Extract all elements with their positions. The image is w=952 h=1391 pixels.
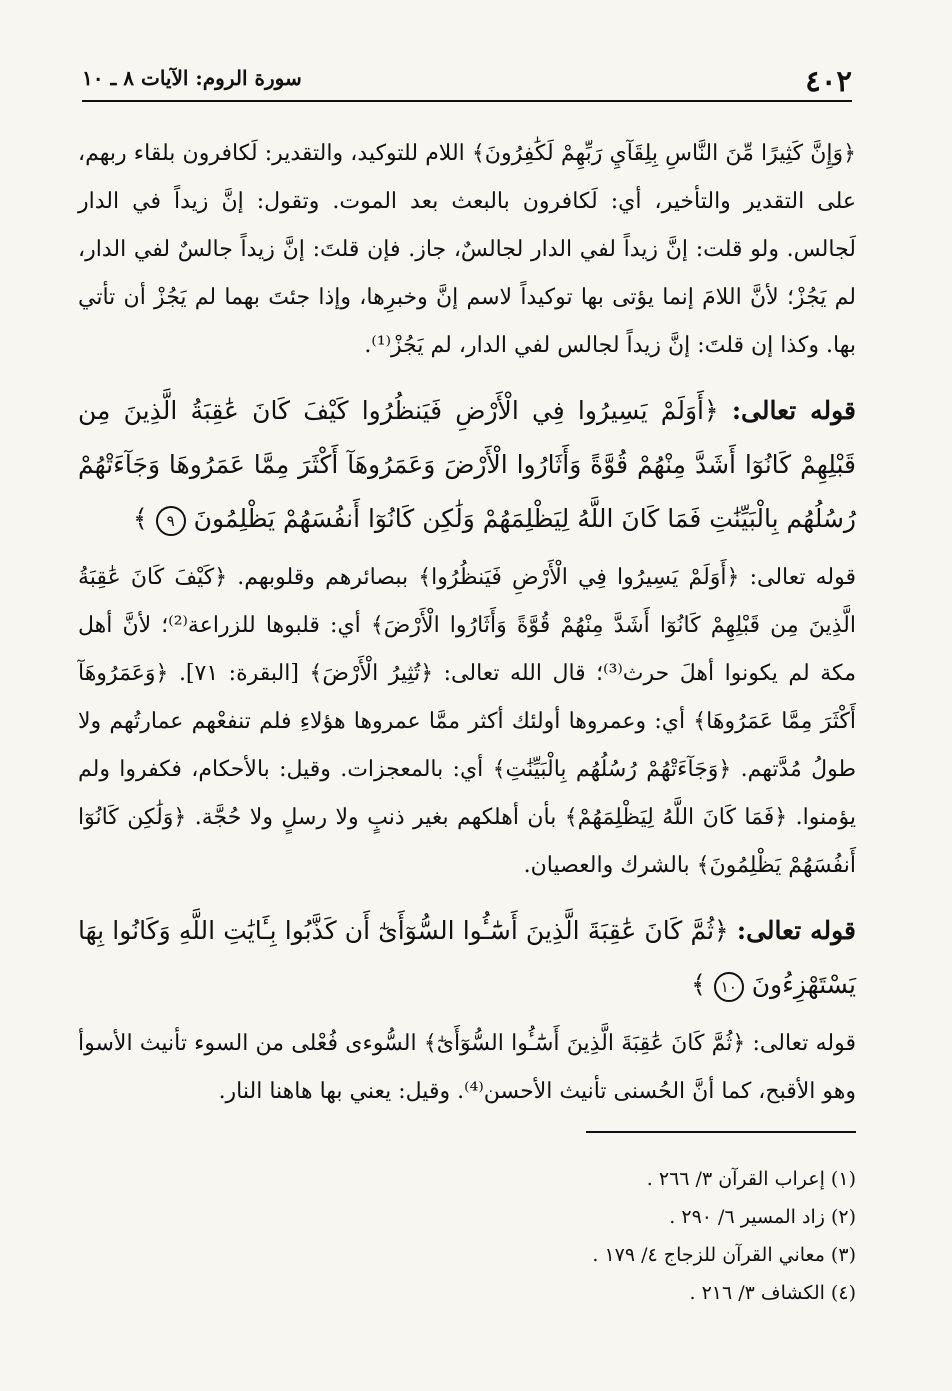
- page-header: [82, 62, 852, 102]
- commentary-paragraph-3: قوله تعالى: ﴿ثُمَّ كَانَ عَٰقِبَةَ الَّذِينَ أَسَٰٓـُٔوا السُّوٓأَىٰٓ﴾ السُّوءى فُعْلى من السوء تأنيث الأسوأ وهو الأقبح، كما أنَّ الحُسنى تأنيث الأحسن⁽⁴⁾. وقيل: يعني بها هاهنا النار.: [78, 1031, 856, 1104]
- footnote-1: (١) إعراب القرآن ٣/ ٢٦٦ .: [646, 1168, 856, 1190]
- verse-text: ﴿ثُمَّ كَانَ عَٰقِبَةَ الَّذِينَ أَسَٰٓـُٔوا السُّوٓأَىٰٓ أَن كَذَّبُوا بِـَٔايَٰتِ اللَّهِ وَكَانُوا بِهَا يَسْتَهْزِءُونَ: [78, 916, 856, 999]
- page-number: ٤٠٢: [805, 64, 852, 98]
- verse-close-bracket: ﴾: [691, 970, 706, 999]
- page-body: [78, 130, 856, 1116]
- footnotes: [96, 1160, 856, 1312]
- commentary-paragraph-2: قوله تعالى: ﴿أَوَلَمْ يَسِيرُوا فِي الْأَرْضِ فَيَنظُرُوا﴾ ببصائرهم وقلوبهم. ﴿كَيْفَ كَانَ عَٰقِبَةُ الَّذِينَ مِن قَبْلِهِمْ كَانُوٓا أَشَدَّ مِنْهُمْ قُوَّةً وَأَثَارُوا الْأَرْضَ﴾ أي: قلبوها للزراعة⁽²⁾؛ لأنَّ أهل مكة لم يكونوا أهلَ حرث⁽³⁾؛ قال الله تعالى: ﴿تُثِيرُ الْأَرْضَ﴾ [البقرة: ٧١]. ﴿وَعَمَرُوهَآ أَكْثَرَ مِمَّا عَمَرُوهَا﴾ أي: وعمروها أولئك أكثر ممَّا عمروها هؤلاءِ فلم تنفعْهم عمارتُهم ولا طولُ مُدَّتهم. ﴿وَجَآءَتْهُمْ رُسُلُهُم بِالْبَيِّنَٰتِ﴾ أي: بالمعجزات. وقيل: بالأحكام، فكفروا ولم يؤمنوا. ﴿فَمَا كَانَ اللَّهُ لِيَظْلِمَهُمْ﴾ بأن أهلكهم بغير ذنبٍ ولا رسلٍ ولا حُجَّة. ﴿وَلَٰكِن كَانُوٓا أَنفُسَهُمْ يَظْلِمُونَ﴾ بالشرك والعصيان.: [78, 565, 856, 878]
- footnote-4: (٤) الكشاف ٣/ ٢١٦ .: [689, 1282, 856, 1304]
- footnote-separator: [586, 1131, 856, 1133]
- ayah-number-marker: ١٠: [714, 972, 744, 1002]
- verse-block-10: [78, 904, 856, 1012]
- verse-text: ﴿أَوَلَمْ يَسِيرُوا فِي الْأَرْضِ فَيَنظُرُوا كَيْفَ كَانَ عَٰقِبَةُ الَّذِينَ مِن قَبْلِهِمْ كَانُوٓا أَشَدَّ مِنْهُمْ قُوَّةً وَأَثَارُوا الْأَرْضَ وَعَمَرُوهَآ أَكْثَرَ مِمَّا عَمَرُوهَا وَجَآءَتْهُمْ رُسُلُهُم بِالْبَيِّنَٰتِ فَمَا كَانَ اللَّهُ لِيَظْلِمَهُمْ وَلَٰكِن كَانُوٓا أَنفُسَهُمْ يَظْلِمُونَ: [78, 396, 856, 533]
- running-title: سورة الروم: الآيات ٨ ـ ١٠: [82, 66, 302, 90]
- footnote-2: (٢) زاد المسير ٦/ ٢٩٠ .: [669, 1206, 856, 1228]
- verse-lead: قوله تعالى:: [736, 916, 856, 945]
- verse-close-bracket: ﴾: [133, 504, 148, 533]
- commentary-paragraph-1: ﴿وَإِنَّ كَثِيرًا مِّنَ النَّاسِ بِلِقَآيِ رَبِّهِمْ لَكَٰفِرُونَ﴾ اللام للتوكيد، والتقدير: لَكافرون بلقاء ربهم، على التقدير والتأخير، أي: لَكافرون بالبعث بعد الموت. وتقول: إنَّ زيداً في الدار لَجالس. ولو قلت: إنَّ زيداً لفي الدار لجالسٌ، جاز. فإن قلتَ: إنَّ زيداً جالسٌ لفي الدار، لم يَجُزْ؛ لأنَّ اللامَ إنما يؤتى بها توكيداً لاسم إنَّ وخبرِها، وإذا جئتَ بهما لم يَجُزْ أن تأتي بها. وكذا إن قلتَ: إنَّ زيداً لجالس لفي الدار، لم يَجُزْ⁽¹⁾.: [78, 141, 856, 358]
- ayah-number-marker: ٩: [156, 506, 186, 536]
- verse-lead: قوله تعالى:: [731, 396, 856, 425]
- verse-block-9: [78, 384, 856, 546]
- footnote-3: (٣) معاني القرآن للزجاج ٤/ ١٧٩ .: [592, 1244, 856, 1266]
